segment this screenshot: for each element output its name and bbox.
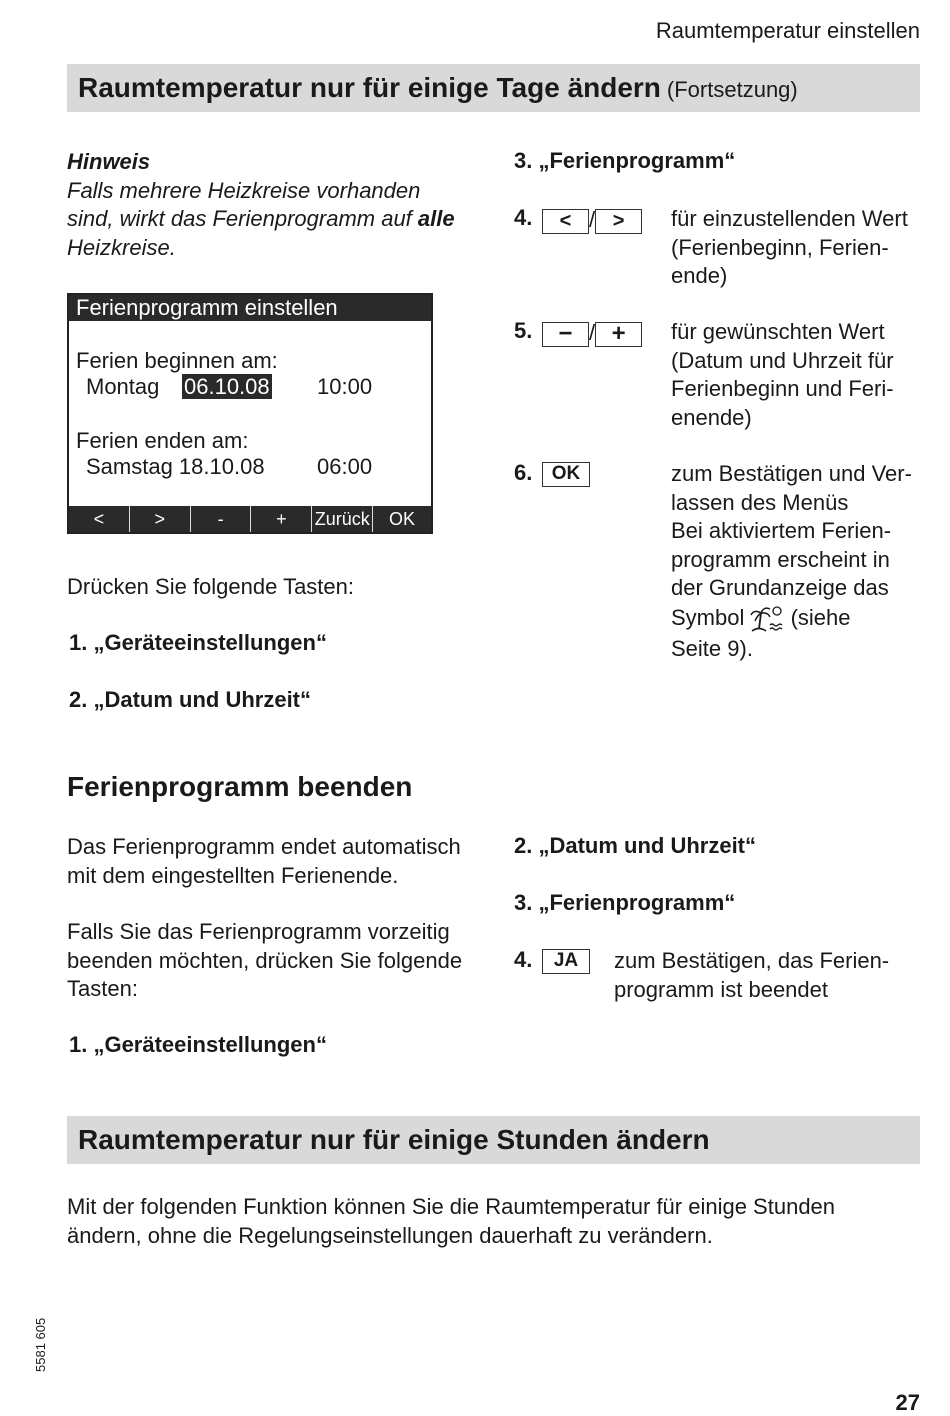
end-step-1: 1. „Geräteeinstellungen“ <box>69 1032 327 1057</box>
display-end-label: Ferien enden am: <box>76 428 249 453</box>
step-6-description: zum Bestätigen und Ver- lassen des Menüs Bei aktiviertem Ferien- programm erscheint in der Grundanzeige das Symbol (siehe Seite 9). <box>671 461 912 661</box>
section-title: Raumtemperatur nur für einige Stunden ändern <box>78 1124 710 1155</box>
key-plus[interactable]: + <box>595 322 642 347</box>
step-5-keys <box>542 320 642 347</box>
key-ok[interactable]: OK <box>542 462 590 487</box>
display-start-label: Ferien beginnen am: <box>76 348 278 373</box>
key-separator: / <box>589 320 596 345</box>
paragraph-early-end: Falls Sie das Ferienprogramm vorzeitig beenden möchten, drücken Sie folgende Tasten: <box>67 919 463 1001</box>
softkey-right[interactable]: > <box>130 506 191 532</box>
softkey-left[interactable]: < <box>69 506 130 532</box>
step-4-description: für einzustellenden Wert (Ferienbeginn, Ferien- ende) <box>671 206 908 288</box>
display-title: Ferienprogramm einstellen <box>69 295 431 321</box>
key-yes[interactable]: JA <box>542 949 590 974</box>
end-step-3: 3. „Ferienprogramm“ <box>514 890 736 915</box>
note-line: sind, wirkt das Ferienprogramm auf alle <box>67 206 455 231</box>
key-left-arrow[interactable]: < <box>542 209 589 234</box>
softkey-plus[interactable]: + <box>251 506 312 532</box>
note-block <box>67 148 487 262</box>
display-start-date: 06.10.08 <box>184 374 270 399</box>
step-3: 3. „Ferienprogramm“ <box>514 148 736 173</box>
display-softkey-bar <box>69 506 431 532</box>
display-screen <box>67 293 433 534</box>
key-right-arrow[interactable]: > <box>595 209 642 234</box>
section-title: Raumtemperatur nur für einige Tage ändern <box>78 72 661 103</box>
step-2: 2. „Datum und Uhrzeit“ <box>69 687 312 712</box>
paragraph-auto-end: Das Ferienprogramm endet automatisch mit dem eingestellten Ferienende. <box>67 834 461 888</box>
running-header: Raumtemperatur einstellen <box>655 18 920 43</box>
step-5-description: für gewünschten Wert (Datum und Uhrzeit für Ferienbeginn und Feri- enende) <box>671 319 894 430</box>
step-4-keys <box>542 207 642 234</box>
section-heading-end-holiday: Ferienprogramm beenden <box>67 771 413 802</box>
paragraph-hours-intro: Mit der folgenden Funktion können Sie die Raumtemperatur für einige Stunden ändern, ohne die Regelungseinstellungen dauerhaft zu verändern. <box>67 1194 836 1248</box>
step-5-number: 5. <box>514 318 533 343</box>
end-step-4-keys <box>542 949 590 974</box>
display-end-date: Samstag 18.10.08 <box>86 454 265 479</box>
key-minus[interactable]: − <box>542 322 589 347</box>
instruction-intro: Drücken Sie folgende Tasten: <box>67 574 354 599</box>
note-line: Heizkreise. <box>67 234 176 260</box>
section-title-suffix: (Fortsetzung) <box>666 77 798 102</box>
step-4-number: 4. <box>514 205 533 230</box>
note-emphasis: alle <box>417 206 455 231</box>
end-step-2: 2. „Datum und Uhrzeit“ <box>514 833 757 858</box>
display-start-time: 10:00 <box>317 374 373 399</box>
softkey-minus[interactable]: - <box>191 506 252 532</box>
display-end-time: 06:00 <box>317 454 373 479</box>
step-6-number: 6. <box>514 460 533 485</box>
end-step-4-description: zum Bestätigen, das Ferien- programm ist beendet <box>614 948 890 1002</box>
note-line: Falls mehrere Heizkreise vorhanden <box>67 177 421 203</box>
step-6-keys <box>542 462 590 487</box>
holiday-island-icon <box>750 605 784 633</box>
section-heading-days <box>67 64 920 112</box>
note-heading: Hinweis <box>67 149 151 174</box>
page-number: 27 <box>895 1390 920 1415</box>
end-step-4-number: 4. <box>514 947 533 972</box>
softkey-ok[interactable]: OK <box>389 509 416 529</box>
softkey-back[interactable]: Zurück <box>312 506 373 532</box>
key-separator: / <box>589 207 596 232</box>
step-1: 1. „Geräteeinstellungen“ <box>69 630 327 655</box>
display-start-day: Montag <box>86 374 160 399</box>
document-number: 5581 605 <box>33 1317 48 1372</box>
section-heading-hours <box>67 1116 920 1164</box>
